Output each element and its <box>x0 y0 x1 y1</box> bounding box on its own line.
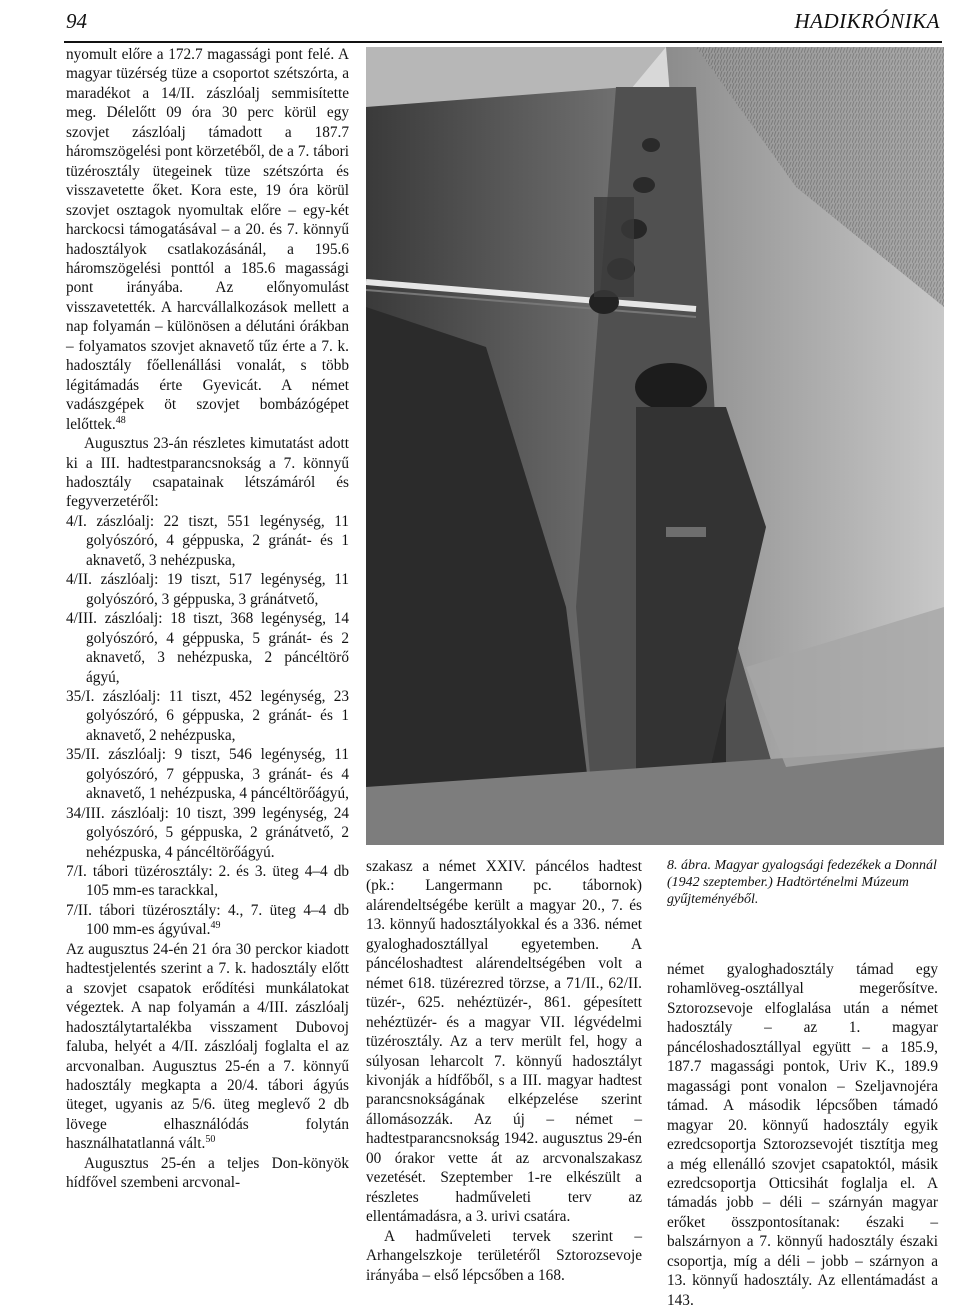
last-unit-text: 7/II. tábori tüzérosztály: 4., 7. üteg 4–4 db 100 mm-es ágyúval. <box>66 901 349 939</box>
trench-photograph <box>366 47 944 845</box>
unit-strength-item: 35/I. zászlóalj: 11 tiszt, 452 legénység, 23 golyószóró, 6 géppuska, 2 gránát- és 1 aknavető, 2 nehézpuska, <box>66 687 349 744</box>
middle-paragraph-1: szakasz a német XXIV. páncélos hadtest (pk.: Langermann pc. tábornok) alárendeltségébe került a magyar 20., 7. és 13. könnyű hadosztályokkal és a 336. német gyaloghadosztállyal egyetemben. A páncéloshadtest alárendeltségében volt a német 618. tüzérezred törzse, a 71/II., 62/II. tüzér-, 625. nehéztüzér-, 861. gépesített nehéztüzér- és a magyar VII. légvédelmi tüzérosztály. Az a terv merült fel, hogy a súlyosan leharcolt 7. könnyű hadosztályt kivonják a hídfőből, s a III. magyar hadtest parancsnokságának elképzelése szerint állomásozzák. Az új – német – hadtestparancsnokság 1942. augusztus 29-én 00 órakor vette át az arcvonalszakasz vezetését. Szeptember 1-re elkészült a részletes hadműveleti terv az ellentámadásra, a 3. urivi csatára. <box>366 858 642 1226</box>
unit-strength-item: 4/III. zászlóalj: 18 tiszt, 368 legénység, 14 golyószóró, 4 géppuska, 5 gránát- és 2 aknavető, 3 nehézpuska, 2 páncéltörő ágyú, <box>66 610 349 686</box>
unit-strength-item: 7/I. tábori tüzérosztály: 2. és 3. üteg 4–4 db 105 mm-es tarackkal, <box>66 863 349 900</box>
running-head: HADIKRÓNIKA <box>794 9 940 33</box>
right-paragraph-1: német gyaloghadosztály támad egy rohamlöveg-osztállyal megerősítve. Sztorozsevoje elfoglalása után a német hadosztály – az 1. magyar páncéloshadosztállyal együtt – a 185.9, 187.7 magassági pontok, Uriv K., 189.9 magassági pont vonalon – Szeljavnojéra támad. A második lépcsőben támadó magyar 20. könnyű hadosztály egyik ezredcsoportja Sztorozsevojét tisztítja meg a még ellenálló szovjet csapatoktól, másik ezredcsoportja Otticsihát foglalja el. A támadás jobb – déli – szárnyán magyar erőket összpontosítanak: északi – balszárnyon a 7. könnyű hadosztály északi csoportja, míg a déli – jobb – szárnyon a 13. könnyű hadosztály. Az ellentámadást a 143. <box>667 961 938 1309</box>
left-paragraph-1 <box>66 45 349 434</box>
right-column <box>667 960 938 1310</box>
figure-caption: 8. ábra. Magyar gyalogsági fedezékek a Donnál (1942 szeptember.) Hadtörténelmi Múzeum gyűjteményéből. <box>667 858 937 907</box>
unit-strength-item: 4/II. zászlóalj: 19 tiszt, 517 legénység, 11 golyószóró, 3 géppuska, 3 gránátvető, <box>66 571 349 608</box>
unit-strength-item: 34/III. zászlóalj: 10 tiszt, 399 legénység, 24 golyószóró, 5 géppuska, 2 gránátvető, 2 nehézpuska, 4 páncéltörőágyú. <box>66 804 349 861</box>
footnote-ref-50: 50 <box>205 1134 216 1146</box>
left-column <box>66 45 349 1193</box>
unit-strength-item-last <box>66 901 349 940</box>
unit-strength-item: 35/II. zászlóalj: 9 tiszt, 546 legénység, 11 golyószóró, 7 géppuska, 3 gránát- és 4 aknavető, 1 nehézpuska, 4 páncéltörőágyú, <box>66 746 349 803</box>
middle-column <box>366 857 642 1285</box>
unit-strength-item: 4/I. zászlóalj: 22 tiszt, 551 legénység, 11 golyószóró, 4 géppuska, 2 gránát- és 1 aknavető, 3 nehézpuska, <box>66 512 349 569</box>
left-paragraph-1-text: nyomult előre a 172.7 magassági pont felé. A magyar tüzérség tüze a csoportot szétszórta, a maradékot a 14/II. zászlóalj semmisítette meg. Délelőtt 09 óra 30 perc körül egy szovjet zászlóalj támadott a 187.7 háromszögelési pont körzetéből, de a 7. tábori tüzérosztály ütegeinek tüze szétszórta és visszavetette őket. Kora este, 19 óra körül szovjet osztagok nyomultak előre – egy-két harckocsi támogatásával – a 20. és 7. könnyű hadosztályok csatlakozásánál, a 195.6 háromszögelési ponttól a 185.6 magassági pont irányába. Az előnyomulást visszavetették. A harcvállalkozások mellett a nap folyamán – különösen a délutáni órákban – folyamatos szovjet aknavető tűz érte a 7. k. hadosztály főellenállási vonalát, s több légitámadás érte Gyevicát. A német vadászgépek öt szovjet bombázógépet lelőttek. <box>66 46 349 433</box>
left-paragraph-2: Augusztus 23-án részletes kimutatást adott ki a III. hadtestparancsnokság a 7. könnyű hadosztály csapatainak létszámáról és fegyverzetéről: <box>66 435 349 511</box>
footnote-ref-48: 48 <box>115 414 126 426</box>
footnote-ref-49: 49 <box>210 920 221 932</box>
header-rule <box>64 41 942 43</box>
left-paragraph-3 <box>66 940 349 1154</box>
left-paragraph-3-text: Az augusztus 24-én 21 óra 30 perckor kiadott hadtestjelentés szerint a 7. k. hadosztály előtt a szovjet csapatok erődítési munkálatokat végeztek. A nap folyamán a 4/III. zászlóalj hadosztálytartalékba visszament Dubovoj faluba, helyét a 4/II. zászlóalj foglalta el az arcvonalban. Augusztus 25-én a 7. könnyű hadosztály megkapta a 20/4. tábori ágyús üteget, ugyanis az 5/6. üteg meglevő 2 db lövege elhasználódás folytán használhatatlanná vált. <box>66 940 349 1153</box>
page-number: 94 <box>66 9 87 33</box>
left-paragraph-4: Augusztus 25-én a teljes Don-könyök hídfővel szembeni arcvonal- <box>66 1154 349 1192</box>
middle-paragraph-2: A hadműveleti tervek szerint – Arhangelszkoje területéről Sztorozsevoje irányába – első lépcsőben a 168. <box>366 1227 642 1284</box>
